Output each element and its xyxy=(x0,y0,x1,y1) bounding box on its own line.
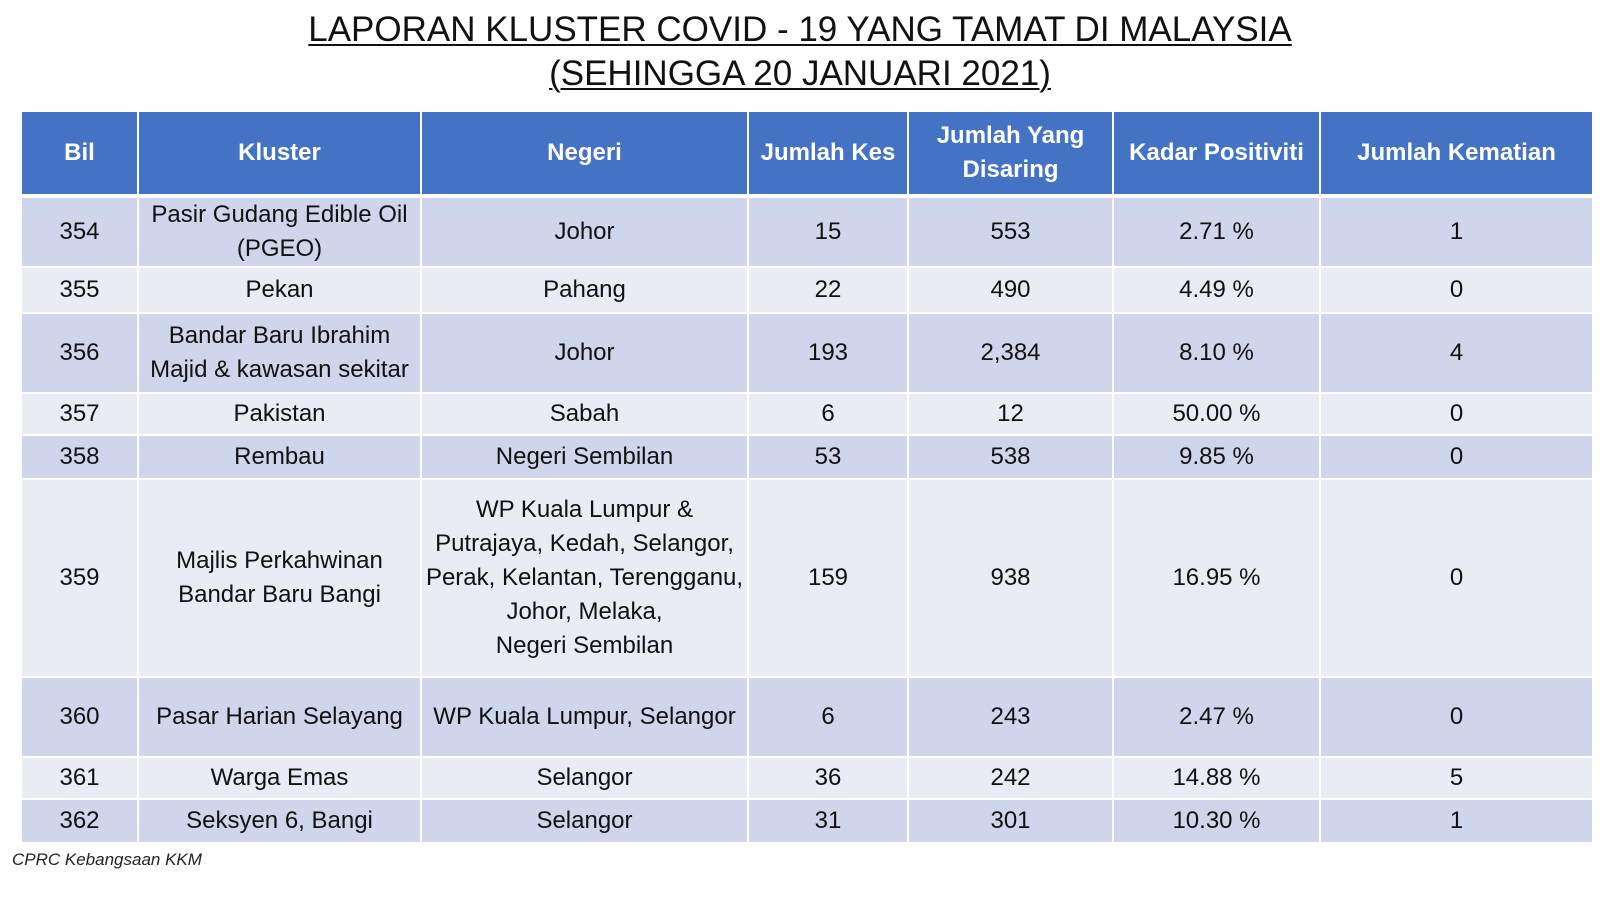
cell-kluster-line: Bandar Baru Bangi xyxy=(178,581,381,608)
cell-bil: 358 xyxy=(21,435,138,479)
cell-kadar-positiviti: 9.85 % xyxy=(1113,435,1320,479)
header-jumlah-kes: Jumlah Kes xyxy=(748,111,908,196)
header-jumlah-disaring-line2: Disaring xyxy=(962,156,1059,183)
cell-negeri xyxy=(421,799,748,843)
cell-jumlah-kes: 36 xyxy=(748,757,908,799)
title-line-2: (SEHINGGA 20 JANUARI 2021) xyxy=(549,54,1051,93)
header-negeri: Negeri xyxy=(421,111,748,196)
cell-jumlah-disaring: 242 xyxy=(908,757,1113,799)
cell-jumlah-kematian: 4 xyxy=(1320,313,1593,393)
cluster-table xyxy=(20,110,1594,844)
cell-negeri xyxy=(421,757,748,799)
cell-negeri-line: Negeri Sembilan xyxy=(495,632,674,659)
cell-kluster xyxy=(138,393,421,435)
cell-negeri-line: Pahang xyxy=(543,276,626,303)
cell-bil: 357 xyxy=(21,393,138,435)
table-row xyxy=(21,479,1593,677)
table-row xyxy=(21,393,1593,435)
cell-jumlah-disaring: 553 xyxy=(908,196,1113,267)
cell-jumlah-kematian: 0 xyxy=(1320,267,1593,313)
cell-jumlah-kematian: 0 xyxy=(1320,393,1593,435)
header-kadar-positiviti: Kadar Positiviti xyxy=(1113,111,1320,196)
cell-jumlah-kes: 22 xyxy=(748,267,908,313)
cell-kluster-line: Bandar Baru Ibrahim xyxy=(168,322,391,349)
cell-jumlah-disaring: 301 xyxy=(908,799,1113,843)
cell-negeri-line: WP Kuala Lumpur, Selangor xyxy=(433,703,736,730)
cell-kadar-positiviti: 8.10 % xyxy=(1113,313,1320,393)
cell-kluster-line: Majid & kawasan sekitar xyxy=(150,356,409,383)
cell-kluster-line: Pakistan xyxy=(233,400,326,427)
cell-jumlah-kematian: 0 xyxy=(1320,479,1593,677)
cell-kadar-positiviti: 14.88 % xyxy=(1113,757,1320,799)
cell-jumlah-disaring: 243 xyxy=(908,677,1113,757)
cell-kadar-positiviti: 2.47 % xyxy=(1113,677,1320,757)
cell-negeri xyxy=(421,313,748,393)
table-header-row xyxy=(21,111,1593,196)
cell-negeri xyxy=(421,479,748,677)
cell-kadar-positiviti: 10.30 % xyxy=(1113,799,1320,843)
cell-jumlah-kematian: 5 xyxy=(1320,757,1593,799)
cell-kluster xyxy=(138,757,421,799)
cell-negeri-line: Selangor xyxy=(536,807,633,834)
cell-jumlah-disaring: 538 xyxy=(908,435,1113,479)
cell-negeri-line: WP Kuala Lumpur & xyxy=(476,496,693,523)
table-row xyxy=(21,799,1593,843)
cell-kluster-line: Rembau xyxy=(234,443,325,470)
cell-kluster-line: Seksyen 6, Bangi xyxy=(186,807,373,834)
cell-negeri-line: Johor, Melaka, xyxy=(506,598,663,625)
cell-bil: 355 xyxy=(21,267,138,313)
cell-kluster-line: Pasar Harian Selayang xyxy=(156,703,403,730)
cell-kluster xyxy=(138,313,421,393)
cell-kadar-positiviti: 2.71 % xyxy=(1113,196,1320,267)
cell-jumlah-kematian: 1 xyxy=(1320,799,1593,843)
report-title xyxy=(0,8,1600,96)
cell-jumlah-kematian: 0 xyxy=(1320,677,1593,757)
cell-negeri-line: Sabah xyxy=(549,400,620,427)
cell-negeri xyxy=(421,393,748,435)
cell-kluster-line: Majlis Perkahwinan xyxy=(176,547,383,574)
cell-jumlah-kes: 6 xyxy=(748,677,908,757)
header-jumlah-disaring xyxy=(908,111,1113,196)
header-jumlah-kematian: Jumlah Kematian xyxy=(1320,111,1593,196)
table-row xyxy=(21,677,1593,757)
cell-negeri-line: Johor xyxy=(554,339,615,366)
cell-bil: 360 xyxy=(21,677,138,757)
header-kluster: Kluster xyxy=(138,111,421,196)
cell-jumlah-disaring: 490 xyxy=(908,267,1113,313)
table-row xyxy=(21,267,1593,313)
cell-kluster-line: (PGEO) xyxy=(236,235,323,262)
cell-negeri xyxy=(421,677,748,757)
cell-jumlah-disaring: 12 xyxy=(908,393,1113,435)
cell-negeri-line: Johor xyxy=(554,218,615,245)
cell-bil: 359 xyxy=(21,479,138,677)
cell-negeri xyxy=(421,196,748,267)
cell-kluster-line: Warga Emas xyxy=(210,764,349,791)
cell-bil: 356 xyxy=(21,313,138,393)
header-jumlah-disaring-line1: Jumlah Yang xyxy=(936,122,1085,149)
cell-kluster-line: Pekan xyxy=(245,276,314,303)
title-line-1: LAPORAN KLUSTER COVID - 19 YANG TAMAT DI MALAYSIA xyxy=(308,10,1292,49)
cell-negeri xyxy=(421,267,748,313)
cell-bil: 361 xyxy=(21,757,138,799)
cell-kluster xyxy=(138,196,421,267)
cell-jumlah-kes: 31 xyxy=(748,799,908,843)
cell-kluster xyxy=(138,677,421,757)
cell-jumlah-disaring: 938 xyxy=(908,479,1113,677)
cell-kluster xyxy=(138,267,421,313)
cell-kluster xyxy=(138,479,421,677)
cell-jumlah-kematian: 0 xyxy=(1320,435,1593,479)
table-row xyxy=(21,196,1593,267)
cell-negeri xyxy=(421,435,748,479)
table-row xyxy=(21,313,1593,393)
cell-kadar-positiviti: 16.95 % xyxy=(1113,479,1320,677)
cell-negeri-line: Perak, Kelantan, Terengganu, xyxy=(425,564,744,591)
cell-bil: 362 xyxy=(21,799,138,843)
cell-jumlah-kes: 53 xyxy=(748,435,908,479)
table-row xyxy=(21,757,1593,799)
cell-negeri-line: Selangor xyxy=(536,764,633,791)
cell-jumlah-disaring: 2,384 xyxy=(908,313,1113,393)
cell-jumlah-kematian: 1 xyxy=(1320,196,1593,267)
source-footnote: CPRC Kebangsaan KKM xyxy=(12,850,202,869)
cell-kadar-positiviti: 50.00 % xyxy=(1113,393,1320,435)
table-row xyxy=(21,435,1593,479)
cell-kluster xyxy=(138,435,421,479)
header-bil: Bil xyxy=(21,111,138,196)
cell-jumlah-kes: 193 xyxy=(748,313,908,393)
cell-bil: 354 xyxy=(21,196,138,267)
cell-jumlah-kes: 15 xyxy=(748,196,908,267)
cell-negeri-line: Putrajaya, Kedah, Selangor, xyxy=(435,530,734,557)
cell-negeri-line: Negeri Sembilan xyxy=(495,443,674,470)
cell-jumlah-kes: 159 xyxy=(748,479,908,677)
cell-jumlah-kes: 6 xyxy=(748,393,908,435)
cell-kluster xyxy=(138,799,421,843)
cell-kadar-positiviti: 4.49 % xyxy=(1113,267,1320,313)
cell-kluster-line: Pasir Gudang Edible Oil xyxy=(151,201,408,228)
